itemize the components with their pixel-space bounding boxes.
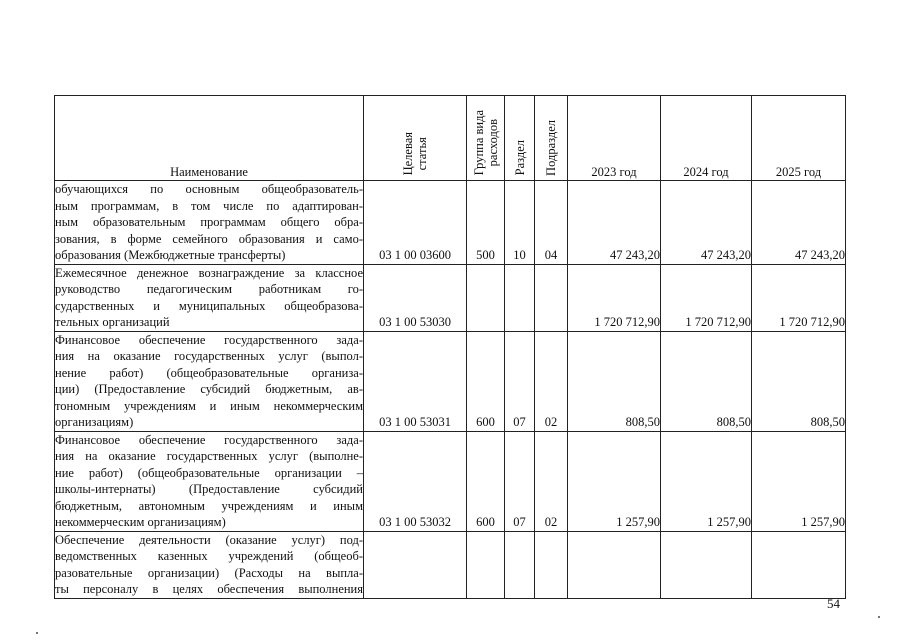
row-2024: 1 720 712,90: [661, 264, 752, 331]
row-code: 03 1 00 53031: [364, 331, 467, 431]
row-name: Обеспечение деятельности (оказание услуг) под- ведомственных казенных учреждений (общеоб- разовательные организации) (Расходы на выпла- ты персоналу в целях обеспечения выполнения: [55, 532, 363, 596]
table-row: [55, 531, 846, 598]
row-2025: 1 720 712,90: [752, 264, 846, 331]
row-code: 03 1 00 53030: [364, 264, 467, 331]
row-group: 600: [467, 331, 505, 431]
row-2024: 808,50: [661, 331, 752, 431]
table-header-row: [55, 96, 846, 181]
page-number: 54: [827, 596, 840, 611]
row-subsection: [535, 264, 568, 331]
row-2023: 808,50: [568, 331, 661, 431]
row-2024: [661, 531, 752, 598]
header-subsection: Подраздел: [535, 96, 568, 181]
row-group: 500: [467, 181, 505, 265]
row-2024: 1 257,90: [661, 431, 752, 531]
row-2025: [752, 531, 846, 598]
row-2025: 1 257,90: [752, 431, 846, 531]
row-section: 07: [505, 331, 535, 431]
row-subsection: 04: [535, 181, 568, 265]
row-section: [505, 264, 535, 331]
header-name: Наименование: [55, 96, 364, 181]
row-code: 03 1 00 53032: [364, 431, 467, 531]
row-group: [467, 264, 505, 331]
row-name: обучающихся по основным общеобразователь- ным программам, в том числе по адаптирован- ным образовательным программам общего обра- зования, в форме семейного образования и само- образования (Межбюджетные трансферты): [55, 182, 363, 262]
header-2023: 2023 год: [568, 96, 661, 181]
header-group: Группа вида расходов: [467, 96, 505, 181]
header-target: Целевая статья: [364, 96, 467, 181]
row-2023: [568, 531, 661, 598]
row-code: 03 1 00 03600: [364, 181, 467, 265]
row-2025: 47 243,20: [752, 181, 846, 265]
row-name: Финансовое обеспечение государственного зада- ния на оказание государственных услуг (выполне- ние работ) (общеобразовательные организации – школы-интернаты) (Предоставление субсидий бюджетным, автономным учреждениям и иным некоммерческим организациям): [55, 432, 363, 529]
header-2025: 2025 год: [752, 96, 846, 181]
row-subsection: [535, 531, 568, 598]
row-section: 07: [505, 431, 535, 531]
row-2023: 1 257,90: [568, 431, 661, 531]
budget-table: [54, 95, 846, 599]
row-group: [467, 531, 505, 598]
row-2025: 808,50: [752, 331, 846, 431]
row-group: 600: [467, 431, 505, 531]
row-2023: 47 243,20: [568, 181, 661, 265]
row-name: Ежемесячное денежное вознаграждение за классное руководство педагогическим работникам го- сударственных и муниципальных общеобразова- тельных организаций: [55, 265, 363, 329]
scan-speck: [36, 632, 38, 634]
row-subsection: 02: [535, 431, 568, 531]
table-row: [55, 431, 846, 531]
row-subsection: 02: [535, 331, 568, 431]
header-2024: 2024 год: [661, 96, 752, 181]
table-row: [55, 264, 846, 331]
table-row: [55, 181, 846, 265]
row-2024: 47 243,20: [661, 181, 752, 265]
row-2023: 1 720 712,90: [568, 264, 661, 331]
table-row: [55, 331, 846, 431]
row-code: [364, 531, 467, 598]
row-section: [505, 531, 535, 598]
row-section: 10: [505, 181, 535, 265]
scan-speck: [878, 616, 880, 618]
header-section: Раздел: [505, 96, 535, 181]
row-name: Финансовое обеспечение государственного зада- ния на оказание государственных услуг (выпол- нение работ) (общеобразовательные организа- ции) (Предоставление субсидий бюджетным, ав- тономным учреждениям и иным некоммерческим организациям): [55, 332, 363, 429]
